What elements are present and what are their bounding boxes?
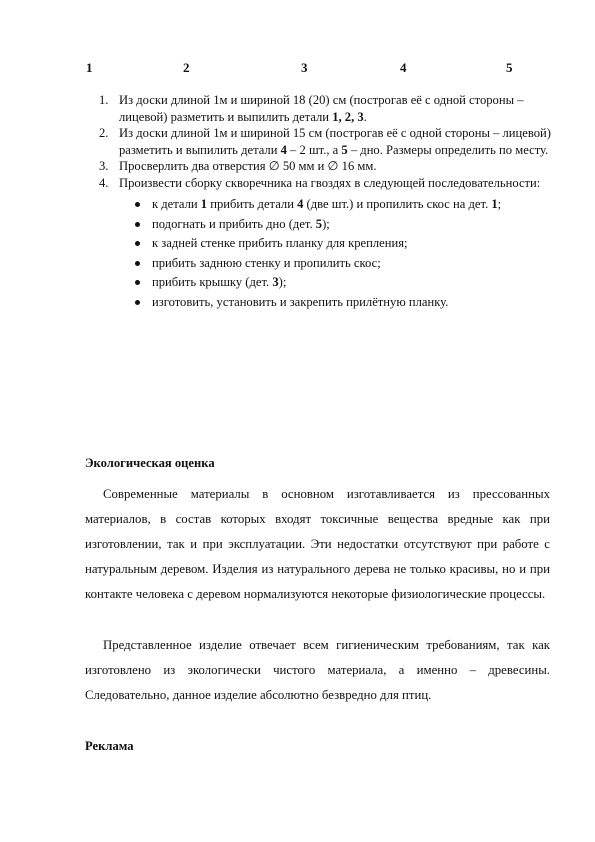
bullet-icon xyxy=(135,280,140,285)
assembly-steps-list xyxy=(99,195,569,312)
column-numbers-row xyxy=(0,60,595,76)
list-item: прибить крышку (дет. 3); xyxy=(135,273,569,293)
step-number: 4. xyxy=(99,175,109,190)
ad-heading: Реклама xyxy=(85,739,134,753)
list-item: к задней стенке прибить планку для крепления; xyxy=(135,234,569,254)
bullet-icon xyxy=(135,241,140,246)
part-number: 4 xyxy=(280,142,287,157)
part-number: 5 xyxy=(341,142,348,157)
step-4 xyxy=(99,175,569,192)
step-number: 3. xyxy=(99,159,109,173)
eco-paragraph-2: Представленное изделие отвечает всем гигиеническим требованиям, так как изготовлено из экологически чистого материала, а именно – древесины. Следовательно, данное изделие абсолютно безвредно для птиц. xyxy=(85,638,550,702)
step-3 xyxy=(99,158,569,175)
part-numbers: 1, 2, 3 xyxy=(332,109,364,124)
list-item: к детали 1 прибить детали 4 (две шт.) и пропилить скос на дет. 1; xyxy=(135,195,569,215)
step-number: 2. xyxy=(99,126,109,140)
step-1 xyxy=(99,92,569,125)
eco-heading: Экологическая оценка xyxy=(85,456,215,470)
bullet-icon xyxy=(135,222,140,227)
step-number: 1. xyxy=(99,93,109,107)
step-text: Просверлить два отверстия ∅ 50 мм и ∅ 16 мм. xyxy=(119,159,377,173)
column-number: 4 xyxy=(400,60,407,75)
column-number: 1 xyxy=(86,60,93,75)
step-text: – 2 шт., а xyxy=(286,142,342,157)
step-text: – дно. Размеры определить по месту. xyxy=(347,142,549,157)
step-text: Произвести сборку скворечника на гвоздях в следующей последовательности: xyxy=(119,175,541,190)
column-number: 3 xyxy=(301,60,308,75)
eco-paragraph-1: Современные материалы в основном изготавливается из прессованных материалов, в состав которых входят токсичные вещества вредные как при изготовлении, так и при эксплуатации. Эти недостатки отсутствуют при работе с натуральным деревом. Изделия из натурального дерева не только красивы, но и при контакте человека с деревом нормализуются некоторые физиологические процессы. xyxy=(85,487,550,601)
instructions-list xyxy=(99,92,569,312)
step-text: . xyxy=(363,109,367,124)
step-2 xyxy=(99,125,569,158)
list-item: прибить заднюю стенку и пропилить скос; xyxy=(135,254,569,274)
step-text: Из доски длиной 1м и шириной 18 (20) см (построгав её с одной стороны – лицевой) разметить и выпилить детали xyxy=(119,93,524,124)
bullet-icon xyxy=(135,300,140,305)
list-item: подогнать и прибить дно (дет. 5); xyxy=(135,215,569,235)
step-text: Из доски длиной 1м и шириной 15 см (построгав её с одной стороны – лицевой) разметить и выпилить детали xyxy=(119,126,551,157)
column-number: 2 xyxy=(183,60,190,75)
column-number: 5 xyxy=(506,60,513,75)
bullet-icon xyxy=(135,202,140,207)
list-item: изготовить, установить и закрепить прилётную планку. xyxy=(135,293,569,313)
bullet-icon xyxy=(135,261,140,266)
